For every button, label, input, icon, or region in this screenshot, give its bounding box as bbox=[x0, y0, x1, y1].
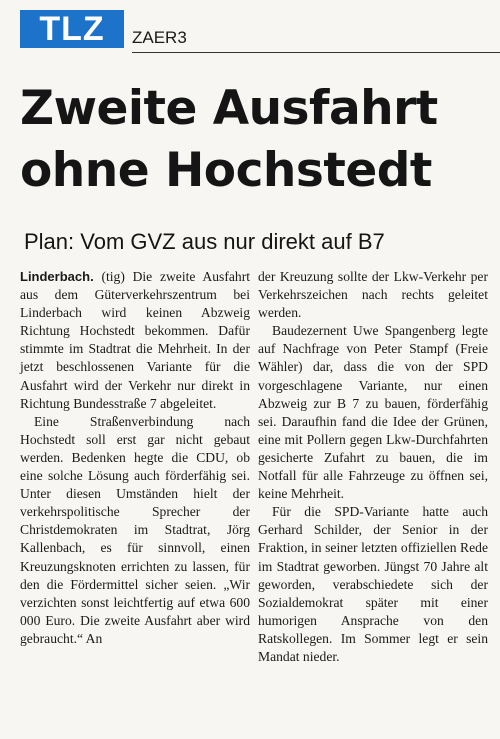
article-headline bbox=[20, 78, 490, 202]
headline-line-2: ohne Hochstedt bbox=[20, 143, 432, 198]
tlz-logo: TLZ bbox=[20, 10, 124, 48]
masthead bbox=[14, 6, 492, 50]
paragraph-text: (tig) Die zweite Ausfahrt aus dem Güterverkehrszentrum bei Linderbach wird keinen Abzweig Richtung Hochstedt bekommen. Dafür stimmte im Stadtrat die Mehrheit. In der jetzt beschlossenen Variante für die Ausfahrt wird der Verkehr nur direkt in Richtung Bundesstraße 7 abgeleitet. bbox=[20, 269, 250, 411]
paragraph: Für die SPD-Variante hatte auch Gerhard Schilder, der Senior in der Fraktion, in seiner letzten offiziellen Rede im Stadtrat geworben. Jüngst 70 Jahre alt geworden, verabschiedete sich der Sozialdemokrat später mit einer humorigen Ansprache von den Ratskollegen. Im Sommer legt er sein Mandat nieder. bbox=[258, 504, 488, 664]
article-column-right bbox=[258, 268, 488, 666]
paragraph: Baudezernent Uwe Spangenberg legte auf Nachfrage von Peter Stampf (Freie Wähler) dar, dass die von der SPD vorgeschlagene Variante, nur einen Abzweig zur B 7 zu bauen, förderfähig sei. Daraufhin fand die Idee der Grünen, eine mit Pollern gegen Lkw-Durchfahrten gesicherte Zufahrt zu bauen, die im Notfall für alle Fahrzeuge zu öffnen sei, keine Mehrheit. bbox=[258, 323, 488, 502]
masthead-rule bbox=[132, 52, 500, 53]
paragraph bbox=[20, 268, 250, 413]
article-subheadline: Plan: Vom GVZ aus nur direkt auf B7 bbox=[24, 229, 385, 254]
paragraph: Eine Straßenverbindung nach Hochstedt soll erst gar nicht gebaut werden. Bedenken hegte die CDU, ob eine solche Lösung auch förderfähig sei. Unter diesen Umständen hielt der verkehrspolitische Sprecher der Christdemokraten im Stadtrat, Jörg Kallenbach, es für sinnvoll, einen Kreuzungsknoten errichten zu lassen, für den die Fördermittel sicher seien. „Wir verzichten sonst leichtfertig auf etwa 600 000 Euro. Die zweite Ausfahrt aber wird gebraucht.“ An bbox=[20, 413, 250, 646]
article-column-left bbox=[20, 268, 250, 648]
headline-line-1: Zweite Ausfahrt bbox=[20, 81, 438, 136]
paragraph: der Kreuzung sollte der Lkw-Verkehr per Verkehrszeichen nach rechts geleitet werden. bbox=[258, 269, 488, 321]
dateline: Linderbach. bbox=[20, 269, 94, 284]
section-label: ZAER3 bbox=[132, 28, 187, 47]
